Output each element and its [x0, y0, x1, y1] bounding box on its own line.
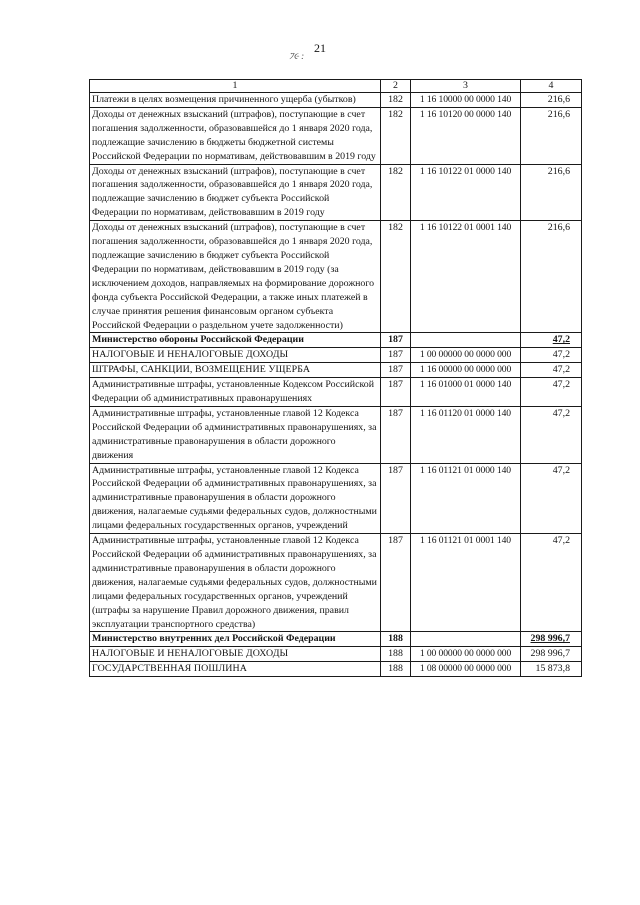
table-row	[90, 378, 582, 407]
cell-budget-code: 1 08 00000 00 0000 000	[411, 662, 521, 677]
cell-amount: 15 873,8	[521, 662, 582, 677]
cell-budget-code: 1 00 00000 00 0000 000	[411, 348, 521, 363]
table-row	[90, 662, 582, 677]
cell-amount: 216,6	[521, 164, 582, 221]
cell-name: Доходы от денежных взысканий (штрафов), поступающие в счет погашения задолженности, образовавшейся до 1 января 2020 года, подлежащие зачислению в бюджет субъекта Российской Федерации по нормативам, действовавшим в 2019 году	[90, 164, 381, 221]
cell-amount: 216,6	[521, 221, 582, 333]
cell-budget-code: 1 16 10122 01 0001 140	[411, 221, 521, 333]
cell-name: Платежи в целях возмещения причиненного ущерба (убытков)	[90, 93, 381, 108]
table-row	[90, 164, 582, 221]
table-row	[90, 93, 582, 108]
header-col-amount: 4	[521, 80, 582, 93]
cell-admin-code: 187	[381, 363, 411, 378]
cell-name: НАЛОГОВЫЕ И НЕНАЛОГОВЫЕ ДОХОДЫ	[90, 348, 381, 363]
cell-admin-code: 187	[381, 463, 411, 534]
cell-admin-code: 187	[381, 333, 411, 348]
cell-budget-code: 1 16 00000 00 0000 000	[411, 363, 521, 378]
cell-admin-code: 187	[381, 348, 411, 363]
cell-amount: 298 996,7	[521, 632, 582, 647]
cell-admin-code: 182	[381, 107, 411, 164]
cell-budget-code: 1 16 10000 00 0000 140	[411, 93, 521, 108]
cell-amount: 47,2	[521, 348, 582, 363]
table-row	[90, 406, 582, 463]
cell-amount: 47,2	[521, 463, 582, 534]
table-row	[90, 534, 582, 632]
cell-admin-code: 188	[381, 647, 411, 662]
cell-name: Министерство обороны Российской Федерации	[90, 333, 381, 348]
table-row	[90, 647, 582, 662]
table-row	[90, 463, 582, 534]
scan-mark: ﾌ૯ :	[289, 51, 305, 61]
table-header-row	[90, 80, 582, 93]
cell-admin-code: 182	[381, 221, 411, 333]
cell-budget-code: 1 16 10120 00 0000 140	[411, 107, 521, 164]
cell-admin-code: 187	[381, 378, 411, 407]
cell-admin-code: 188	[381, 662, 411, 677]
cell-name: ГОСУДАРСТВЕННАЯ ПОШЛИНА	[90, 662, 381, 677]
cell-amount: 47,2	[521, 534, 582, 632]
table-row	[90, 632, 582, 647]
cell-amount: 298 996,7	[521, 647, 582, 662]
cell-admin-code: 188	[381, 632, 411, 647]
cell-amount: 47,2	[521, 406, 582, 463]
page-number: 21	[314, 41, 326, 55]
cell-admin-code: 182	[381, 93, 411, 108]
cell-name: Административные штрафы, установленные главой 12 Кодекса Российской Федерации об административных правонарушениях, за административные правонарушения в области дорожного движения	[90, 406, 381, 463]
cell-name: Административные штрафы, установленные главой 12 Кодекса Российской Федерации об административных правонарушениях, за административные правонарушения в области дорожного движения, налагаемые судьями федеральных судов, должностными лицами федеральных государственных органов, учреждений (штрафы за нарушение Правил дорожного движения, правил эксплуатации транспортного средства)	[90, 534, 381, 632]
cell-budget-code: 1 16 01121 01 0000 140	[411, 463, 521, 534]
header-col-name: 1	[90, 80, 381, 93]
cell-budget-code: 1 16 01120 01 0000 140	[411, 406, 521, 463]
cell-budget-code: 1 16 10122 01 0000 140	[411, 164, 521, 221]
cell-name: Административные штрафы, установленные главой 12 Кодекса Российской Федерации об административных правонарушениях, за административные правонарушения в области дорожного движения, налагаемые судьями федеральных судов, должностными лицами федеральных государственных органов, учреждений	[90, 463, 381, 534]
table-row	[90, 363, 582, 378]
cell-amount: 47,2	[521, 363, 582, 378]
table-row	[90, 221, 582, 333]
cell-amount: 47,2	[521, 333, 582, 348]
cell-name: Доходы от денежных взысканий (штрафов), поступающие в счет погашения задолженности, образовавшейся до 1 января 2020 года, подлежащие зачислению в бюджеты бюджетной системы Российской Федерации по нормативам, действовавшим в 2019 году	[90, 107, 381, 164]
cell-name: ШТРАФЫ, САНКЦИИ, ВОЗМЕЩЕНИЕ УЩЕРБА	[90, 363, 381, 378]
header-col-code: 3	[411, 80, 521, 93]
cell-budget-code	[411, 333, 521, 348]
table-row	[90, 348, 582, 363]
cell-budget-code: 1 16 01121 01 0001 140	[411, 534, 521, 632]
cell-budget-code: 1 00 00000 00 0000 000	[411, 647, 521, 662]
cell-admin-code: 187	[381, 406, 411, 463]
cell-name: НАЛОГОВЫЕ И НЕНАЛОГОВЫЕ ДОХОДЫ	[90, 647, 381, 662]
cell-name: Административные штрафы, установленные Кодексом Российской Федерации об административных правонарушениях	[90, 378, 381, 407]
cell-name: Министерство внутренних дел Российской Федерации	[90, 632, 381, 647]
cell-amount: 216,6	[521, 107, 582, 164]
cell-amount: 216,6	[521, 93, 582, 108]
cell-amount: 47,2	[521, 378, 582, 407]
cell-name: Доходы от денежных взысканий (штрафов), поступающие в счет погашения задолженности, образовавшейся до 1 января 2020 года, подлежащие зачислению в бюджет субъекта Российской Федерации по нормативам, действовавшим в 2019 году (за исключением доходов, направляемых на формирование дорожного фонда субъекта Российской Федерации, а также иных платежей в случае принятия решения финансовым органом субъекта Российской Федерации о раздельном учете задолженности)	[90, 221, 381, 333]
revenue-table	[89, 79, 582, 677]
cell-admin-code: 187	[381, 534, 411, 632]
table-row	[90, 333, 582, 348]
table-row	[90, 107, 582, 164]
cell-budget-code	[411, 632, 521, 647]
header-col-admin: 2	[381, 80, 411, 93]
cell-budget-code: 1 16 01000 01 0000 140	[411, 378, 521, 407]
cell-admin-code: 182	[381, 164, 411, 221]
